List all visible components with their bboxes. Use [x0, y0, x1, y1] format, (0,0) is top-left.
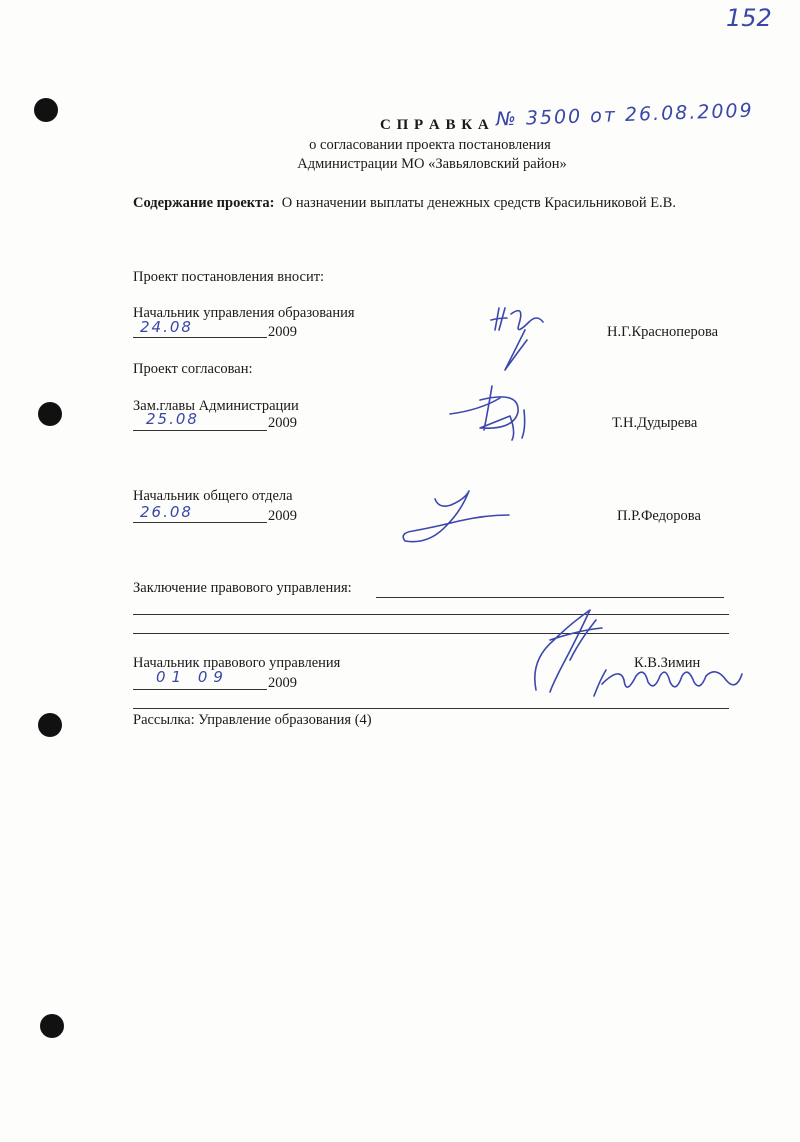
signatory-name: Н.Г.Красноперова — [607, 324, 719, 340]
subtitle-line-2: Администрации МО «Завьяловский район» — [297, 156, 567, 172]
signatory-name: П.Р.Федорова — [617, 508, 701, 524]
document-title: С П Р А В К А — [380, 117, 490, 133]
signatory-date: 26.08 — [140, 503, 193, 521]
content-label: Содержание проекта: — [133, 195, 275, 211]
date-underline — [133, 689, 267, 690]
legal-head-year: 2009 — [268, 675, 297, 691]
signatory-year: 2009 — [268, 508, 297, 524]
signature-icon — [485, 300, 575, 380]
subtitle-line-1: о согласовании проекта постановления — [309, 137, 551, 153]
legal-head-name: К.В.Зимин — [634, 655, 701, 671]
legal-conclusion-label: Заключение правового управления: — [133, 580, 352, 596]
registration-number: № 3500 от 26.08.2009 — [495, 99, 755, 131]
punch-hole-icon — [38, 402, 62, 426]
signatory-date: 25.08 — [146, 410, 199, 428]
legal-head-position: Начальник правового управления — [133, 655, 341, 671]
signatory-name: Т.Н.Дудырева — [612, 415, 698, 431]
punch-hole-icon — [40, 1014, 64, 1038]
submitted-by-label: Проект постановления вносит: — [133, 269, 325, 285]
distribution: Рассылка: Управление образования (4) — [133, 712, 372, 728]
content-row — [133, 195, 676, 212]
separator-line — [133, 708, 729, 709]
punch-hole-icon — [38, 713, 62, 737]
signatory-position: Зам.главы Администрации — [133, 398, 299, 414]
signatory-position: Начальник управления образования — [133, 305, 355, 321]
date-underline — [133, 522, 267, 523]
signatory-date: 24.08 — [140, 318, 193, 336]
date-underline — [133, 337, 267, 338]
signature-icon — [510, 600, 750, 710]
signatory-year: 2009 — [268, 324, 297, 340]
conclusion-line — [376, 597, 724, 598]
legal-head-date: 01 09 — [156, 668, 229, 686]
content-text: О назначении выплаты денежных средств Красильниковой Е.В. — [281, 195, 676, 211]
signatory-position: Начальник общего отдела — [133, 488, 293, 504]
signature-icon — [395, 485, 515, 550]
page-number: 152 — [726, 4, 772, 32]
date-underline — [133, 430, 267, 431]
signature-icon — [440, 380, 560, 450]
punch-hole-icon — [34, 98, 58, 122]
agreed-label: Проект согласован: — [133, 361, 253, 377]
signatory-year: 2009 — [268, 415, 297, 431]
